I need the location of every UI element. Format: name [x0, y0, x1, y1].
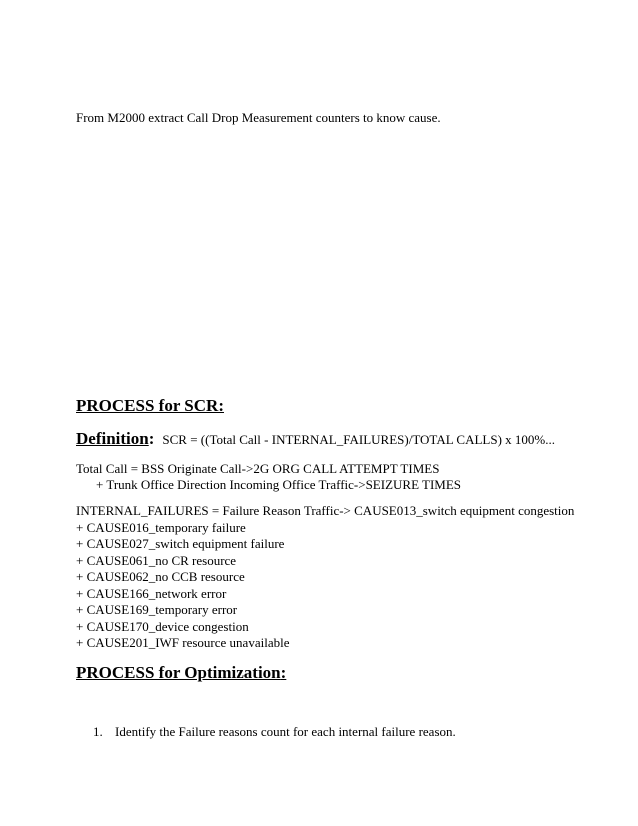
process-optimization-heading-colon: : — [280, 663, 287, 682]
cause-line: + CAUSE027_switch equipment failure — [76, 536, 285, 551]
total-call-line-1: Total Call = BSS Originate Call->2G ORG CALL ATTEMPT TIMES — [76, 461, 440, 476]
cause-line: + CAUSE062_no CCB resource — [76, 569, 245, 584]
cause-line: + CAUSE169_temporary error — [76, 602, 238, 617]
definition-row — [76, 429, 555, 449]
process-optimization-heading — [76, 663, 286, 683]
cause-line: + CAUSE166_network error — [76, 586, 227, 601]
total-call-line-2: + Trunk Office Direction Incoming Office Traffic->SEIZURE TIMES — [96, 477, 462, 492]
definition-colon: : — [148, 429, 155, 448]
list-item — [93, 724, 456, 740]
process-scr-heading: PROCESS for SCR: — [76, 396, 224, 415]
definition-formula: SCR = ((Total Call - INTERNAL_FAILURES)/TOTAL CALLS) x 100%... — [162, 432, 555, 447]
definition-label: Definition — [76, 429, 149, 448]
internal-failures-line: INTERNAL_FAILURES = Failure Reason Traffic-> CAUSE013_switch equipment congestion — [76, 503, 575, 518]
cause-line: + CAUSE016_temporary failure — [76, 520, 246, 535]
list-item-number: 1. — [93, 724, 103, 739]
intro-text: From M2000 extract Call Drop Measurement counters to know cause. — [76, 110, 441, 125]
cause-line: + CAUSE061_no CR resource — [76, 553, 237, 568]
cause-line: + CAUSE201_IWF resource unavailable — [76, 635, 290, 650]
process-optimization-heading-text: PROCESS for Optimization — [76, 663, 281, 682]
list-item-text: Identify the Failure reasons count for each internal failure reason. — [115, 724, 456, 739]
cause-line: + CAUSE170_device congestion — [76, 619, 249, 634]
